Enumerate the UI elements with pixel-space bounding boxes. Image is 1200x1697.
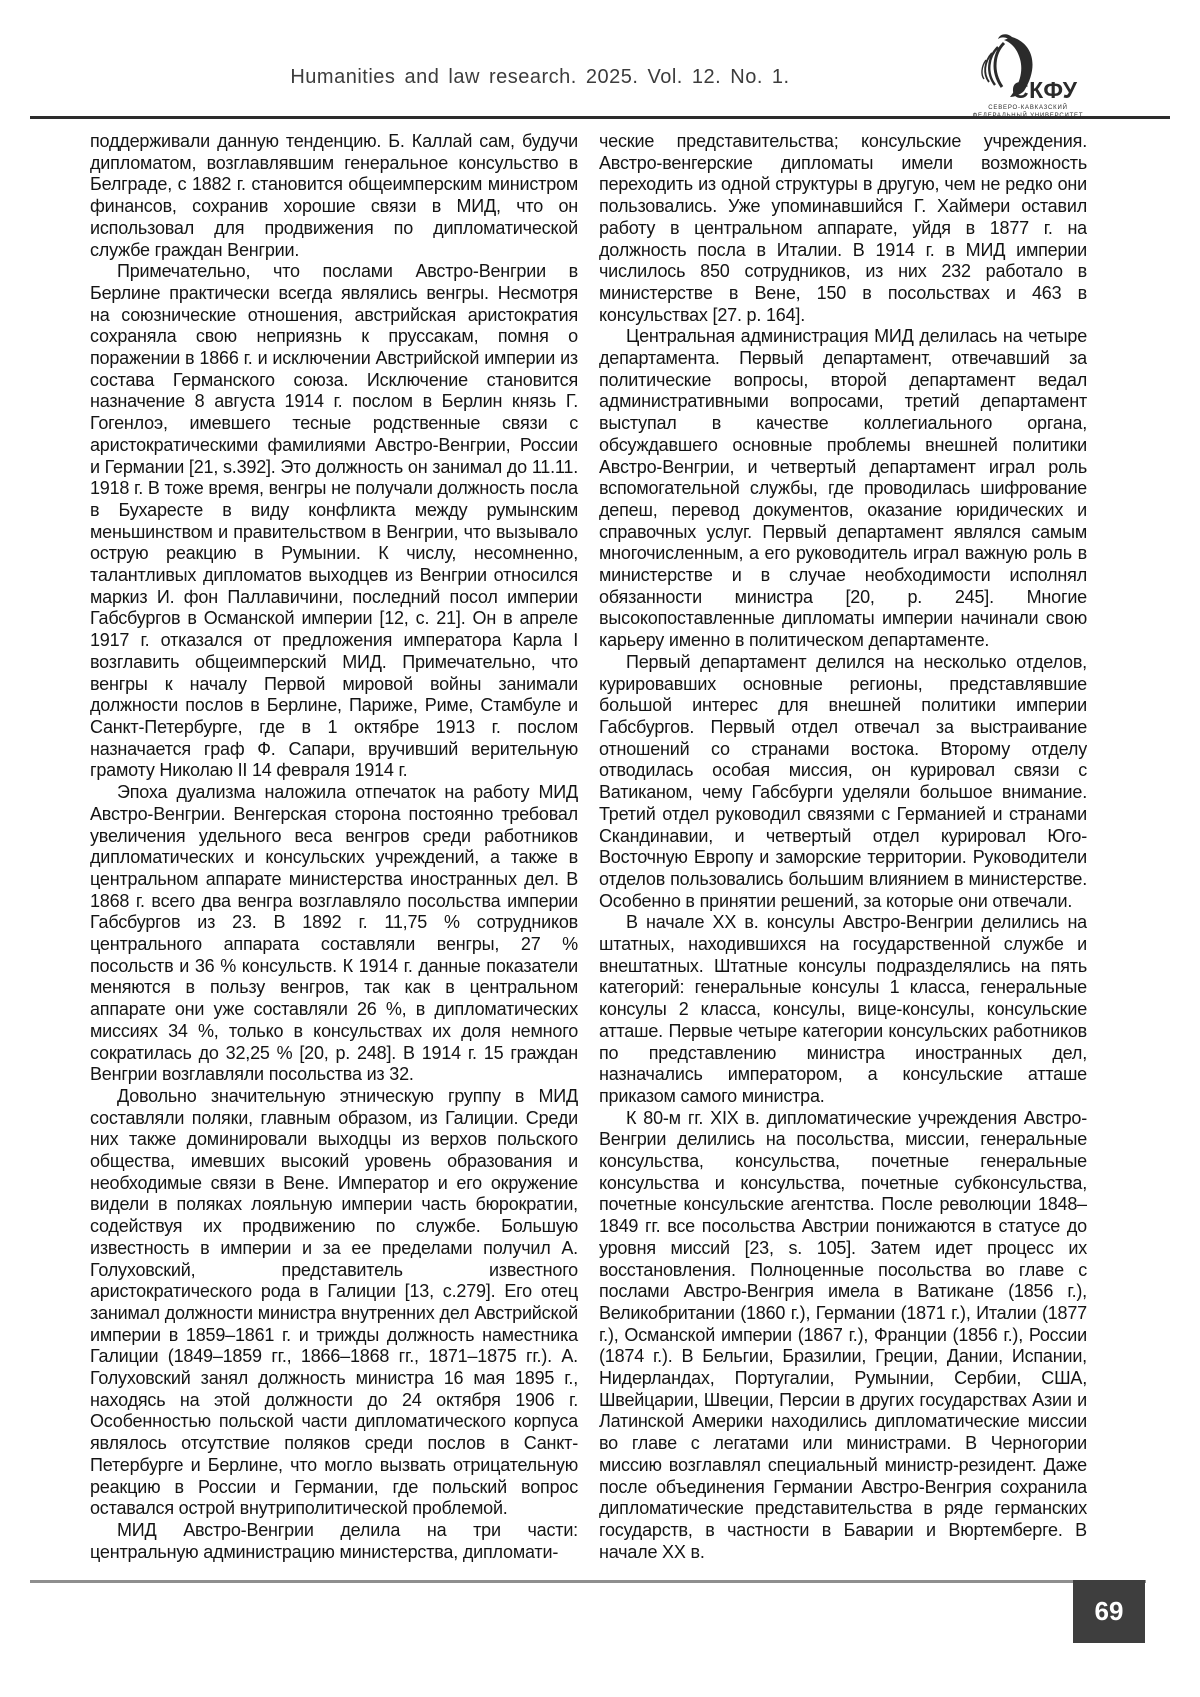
- university-logo: [968, 33, 1088, 119]
- paragraph: В начале XX в. консулы Австро-Венгрии делились на штатных, находившихся на государственной службе и внештатных. Штатные консулы подразделялись на пять категорий: генеральные консулы 1 класса, генеральные консулы 2 класса, консулы, вице-консулы, консульские атташе. Первые четыре категории консульских работников по представлению министра иностранных дел, назначались императором, а консульские атташе приказом самого министра.: [599, 912, 1087, 1106]
- page-number: 69: [1094, 1596, 1124, 1626]
- paragraph: К 80-м гг. XIX в. дипломатические учреждения Австро-Венгрии делились на посольства, миссии, генеральные консульства, консульства, почетные генеральные консульства и консульства, почетные субконсульства, почетные консульские агентства. После революции 1848–1849 гг. все посольства Австрии понижаются в статусе до уровня миссий [23, s. 105]. Затем идет процесс их восстановления. Полноценные посольства во главе с послами Австро-Венгрия имела в Ватикане (1856 г.), Великобритании (1860 г.), Германии (1871 г.), Италии (1877 г.), Османской империи (1867 г.), Франции (1856 г.), России (1874 г.). В Бельгии, Бразилии, Греции, Дании, Испании, Нидерландах, Португалии, Румынии, Сербии, США, Швейцарии, Швеции, Персии в других государствах Азии и Латинской Америки находились дипломатические миссии во главе с легатами или министрами. В Черногории миссию возглавлял специальный министр-резидент. Даже после объединения Германии Австро-Венгрия сохранила дипломатические представительства в ряде германских государств, в частности в Баварии и Вюртемберге. В начале XX в.: [599, 1107, 1087, 1562]
- left-column: [90, 131, 578, 1579]
- paragraph: Центральная администрация МИД делилась на четыре департамента. Первый департамент, отвечавший за политические вопросы, второй департамент ведал административными вопросами, третий департамент выступал в качестве коллегиального органа, обсуждавшего основные проблемы внешней политики Австро-Венгрии, и четвертый департамент играл роль вспомогательной службы, где проводилась шифрование депеш, перевод документов, оказание юридических и справочных услуг. Первый департамент являлся самым многочисленным, а его руководитель играл важную роль в министерстве и в случае необходимости исполнял обязанности министра [20, p. 245]. Многие высокопоставленные дипломаты империи начинали свою карьеру именно в политическом департаменте.: [599, 326, 1087, 651]
- paragraph: поддерживали данную тенденцию. Б. Каллай сам, будучи дипломатом, возглавлявшим генеральное консульство в Белграде, с 1882 г. становится общеимперским министром финансов, сохранив хорошие связи в МИД, что он использовал для продвижения по дипломатической службе граждан Венгрии.: [90, 131, 578, 260]
- right-column: [599, 131, 1087, 1579]
- journal-title: Humanities and law research. 2025. Vol. 12. No. 1.: [290, 66, 790, 88]
- footer-divider: [30, 1580, 1146, 1583]
- page-number-badge: [1073, 1580, 1145, 1643]
- paragraph: Первый департамент делился на несколько отделов, курировавших основные регионы, представлявшие большой интерес для внешней политики империи Габсбургов. Первый отдел отвечал за выстраивание отношений со странами востока. Второму отделу отводилась особая миссия, он курировал связи с Ватиканом, чему Габсбурги уделяли большое внимание. Третий отдел руководил связями с Германией и странами Скандинавии, и четвертый отдел курировал Юго-Восточную Европу и заморские территории. Руководители отделов пользовались большим влиянием в министерстве. Особенно в принятии решений, за которые они отвечали.: [599, 651, 1087, 911]
- paragraph: Довольно значительную этническую группу в МИД составляли поляки, главным образом, из Галиции. Среди них также доминировали выходцы из верхов польского общества, имевших высокий уровень образования и необходимые связи в Вене. Император и его окружение видели в поляках лояльную империи часть бюрократии, содействуя их продвижению по службе. Большую известность в империи и за ее пределами получил А. Голуховский, представитель известного аристократического рода в Галиции [13, с.279]. Его отец занимал должности министра внутренних дел Австрийской империи в 1859–1861 г. и трижды должность наместника Галиции (1849–1859 гг., 1866–1868 гг., 1871–1875 гг.). А. Голуховский занял должность министра 16 мая 1895 г., находясь на этой должности до 24 октября 1906 г. Особенностью польской части дипломатического корпуса являлось отсутствие поляков среди послов в Санкт-Петербурге и Берлине, что могло вызвать отрицательную реакцию в России и Германии, где польский вопрос оставался острой внутриполитической проблемой.: [90, 1085, 578, 1519]
- paragraph: Эпоха дуализма наложила отпечаток на работу МИД Австро-Венгрии. Венгерская сторона постоянно требовал увеличения удельного веса венгров среди работников дипломатических и консульских учреждений, а также в центральном аппарате министерства иностранных дел. В 1868 г. всего два венгра возглавляло посольства империи Габсбургов из 23. В 1892 г. 11,75 % сотрудников центрального аппарата составляли венгры, 27 % посольств и 36 % консульств. К 1914 г. данные показатели меняются в пользу венгров, так как в центральном аппарате они уже составляли 26 %, в дипломатических миссиях 34 %, только в консульствах их доля немного сократилась до 32,25 % [20, p. 248]. В 1914 г. 15 граждан Венгрии возглавляли посольства из 32.: [90, 782, 578, 1085]
- header-divider: [30, 116, 1170, 119]
- logo-abbr: СКФУ: [1012, 77, 1078, 103]
- article-body: [90, 131, 1087, 1579]
- paragraph: МИД Австро-Венгрии делила на три части: центральную администрацию министерства, дипломати-: [90, 1520, 578, 1562]
- logo-subtitle-line1: СЕВЕРО-КАВКАЗСКИЙ: [988, 105, 1068, 111]
- paragraph: ческие представительства; консульские учреждения. Австро-венгерские дипломаты имели возможность переходить из одной структуры в другую, чем не редко они пользовались. Уже упоминавшийся Г. Хаймери оставил работу в центральном аппарате, уйдя в 1877 г. на должность посла в Италии. В 1914 г. в МИД империи числилось 850 сотрудников, из них 232 работало в министерстве в Вене, 150 в посольствах и 463 в консульствах [27. p. 164].: [599, 131, 1087, 325]
- paragraph: Примечательно, что послами Австро-Венгрии в Берлине практически всегда являлись венгры. Несмотря на союзнические отношения, австрийская аристократия сохраняла свою неприязнь к пруссакам, помня о поражении в 1866 г. и исключении Австрийской империи из состава Германского союза. Исключение становится назначение 8 августа 1914 г. послом в Берлин князь Г. Гогенлоэ, имевшего тесные родственные связи с аристократическими фамилиями Австро-Венгрии, России и Германии [21, s.392]. Это должность он занимал до 11.11. 1918 г. В тоже время, венгры не получали должность посла в Бухаресте в виду конфликта между румынским меньшинством и правительством в Венгрии, что вызывало острую реакцию в Румынии. К числу, несомненно, талантливых дипломатов выходцев из Венгрии относился маркиз И. фон Паллавичини, последний посол империи Габсбургов в Османской империи [12, с. 21]. Он в апреле 1917 г. отказался от предложения императора Карла I возглавить общеимперский МИД. Примечательно, что венгры к началу Первой мировой войны занимали должности послов в Берлине, Париже, Риме, Стамбуле и Санкт-Петербурге, где в 1 октябре 1913 г. послом назначается граф Ф. Сапари, вручивший верительную грамоту Николаю II 14 февраля 1914 г.: [90, 261, 578, 781]
